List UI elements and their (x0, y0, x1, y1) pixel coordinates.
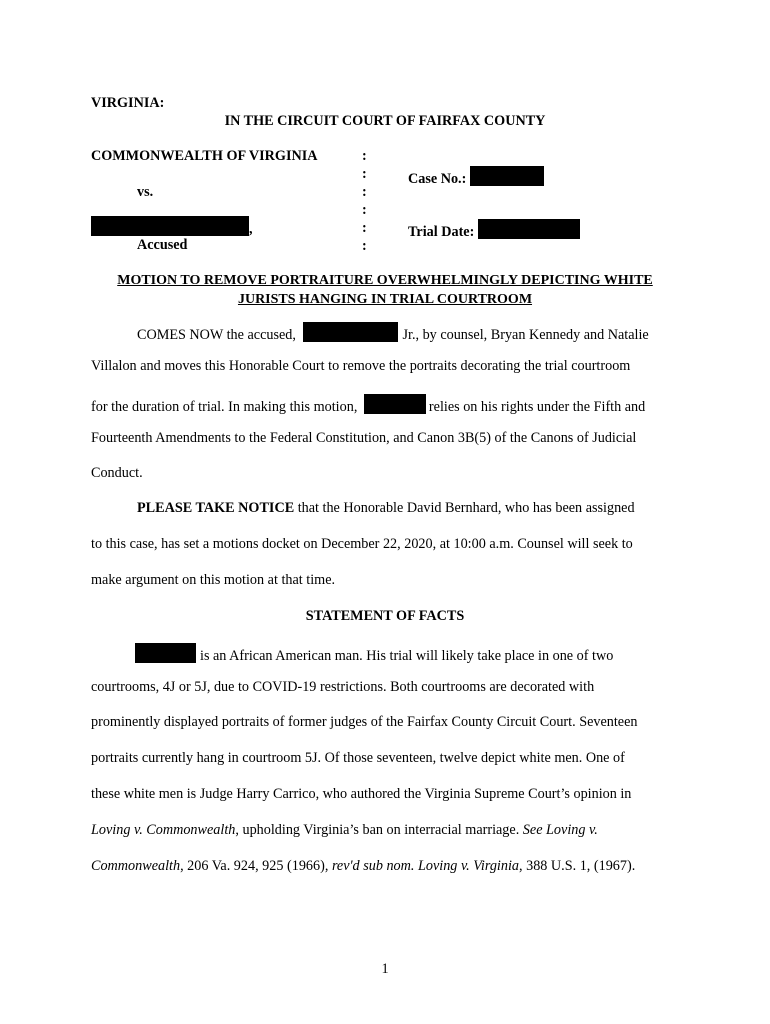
para3-line3: prominently displayed portraits of former judges of the Fairfax County Circuit Court. Seventeen (91, 714, 638, 730)
case-citation-italic: Loving v. Commonwealth (91, 822, 236, 838)
para1-text: for the duration of trial. In making this motion, (91, 399, 358, 415)
defendant-line (91, 216, 253, 238)
caption-colon: : (362, 184, 367, 200)
plaintiff-name: COMMONWEALTH OF VIRGINIA (91, 148, 318, 164)
para3-line5: these white men is Judge Harry Carrico, who authored the Virginia Supreme Court’s opinion in (91, 786, 632, 802)
trial-date-label: Trial Date: (408, 224, 475, 240)
accused-label: Accused (137, 237, 188, 253)
caption-colon: : (362, 148, 367, 164)
case-number-field (408, 166, 544, 188)
defendant-comma: , (249, 221, 253, 237)
motion-title-text: MOTION TO REMOVE PORTRAITURE OVERWHELMINGLY DEPICTING WHITE (117, 273, 653, 288)
para2-line2: to this case, has set a motions docket on December 22, 2020, at 10:00 a.m. Counsel will seek to (91, 536, 633, 552)
para3-text: , 206 Va. 924, 925 (1966), (180, 858, 332, 874)
caption-colon: : (362, 238, 367, 254)
page-number: 1 (381, 961, 389, 977)
motion-title-text: JURISTS HANGING IN TRIAL COURTROOM (237, 292, 533, 307)
para3-line4: portraits currently hang in courtroom 5J. Of those seventeen, twelve depict white men. One of (91, 750, 625, 766)
redacted-trial-date (478, 219, 580, 239)
citation-signal-italic: See Loving v. (522, 822, 598, 838)
redacted-case-number (470, 166, 544, 186)
caption-colon: : (362, 166, 367, 182)
case-number-label: Case No.: (408, 171, 467, 187)
trial-date-field (408, 219, 580, 241)
para1-text: relies on his rights under the Fifth and (428, 399, 646, 415)
para3-line1 (135, 643, 613, 665)
para1-line1 (137, 322, 649, 344)
para3-text: , 388 U.S. 1, (1967). (519, 858, 636, 874)
redacted-defendant-name (91, 216, 249, 236)
redacted-accused-name (303, 322, 398, 342)
para1-text: COMES NOW the accused, (137, 327, 296, 343)
para1-text: Jr., by counsel, Bryan Kennedy and Natalie (402, 327, 649, 343)
para1-line5: Conduct. (91, 465, 143, 481)
caption-colon: : (362, 220, 367, 236)
redacted-accused-name (364, 394, 426, 414)
para1-line2: Villalon and moves this Honorable Court to remove the portraits decorating the trial courtroom (91, 358, 631, 374)
caption-colon: : (362, 202, 367, 218)
section-heading: STATEMENT OF FACTS (305, 608, 465, 624)
para3-text: is an African American man. His trial will likely take place in one of two (200, 648, 614, 664)
para2-line1 (137, 500, 635, 517)
para2-text: that the Honorable David Bernhard, who has been assigned (294, 500, 635, 516)
motion-title-line1 (0, 273, 770, 289)
para2-line3: make argument on this motion at that time. (91, 572, 336, 588)
para3-line6 (91, 822, 598, 839)
para3-line2: courtrooms, 4J or 5J, due to COVID-19 restrictions. Both courtrooms are decorated with (91, 679, 595, 695)
versus-label: vs. (137, 184, 154, 200)
case-citation-italic: Commonwealth (91, 858, 181, 874)
case-citation-italic: rev'd sub nom. Loving v. Virginia (331, 858, 519, 874)
notice-bold: PLEASE TAKE NOTICE (137, 500, 295, 516)
motion-title-line2 (0, 292, 770, 308)
state-heading: VIRGINIA: (91, 95, 165, 111)
para1-line4: Fourteenth Amendments to the Federal Constitution, and Canon 3B(5) of the Canons of Judicial (91, 430, 637, 446)
para3-text: , upholding Virginia’s ban on interracial marriage. (235, 822, 523, 838)
para3-line7 (91, 858, 635, 875)
court-heading: IN THE CIRCUIT COURT OF FAIRFAX COUNTY (224, 113, 546, 129)
para1-line3 (91, 394, 645, 416)
redacted-accused-name (135, 643, 196, 663)
